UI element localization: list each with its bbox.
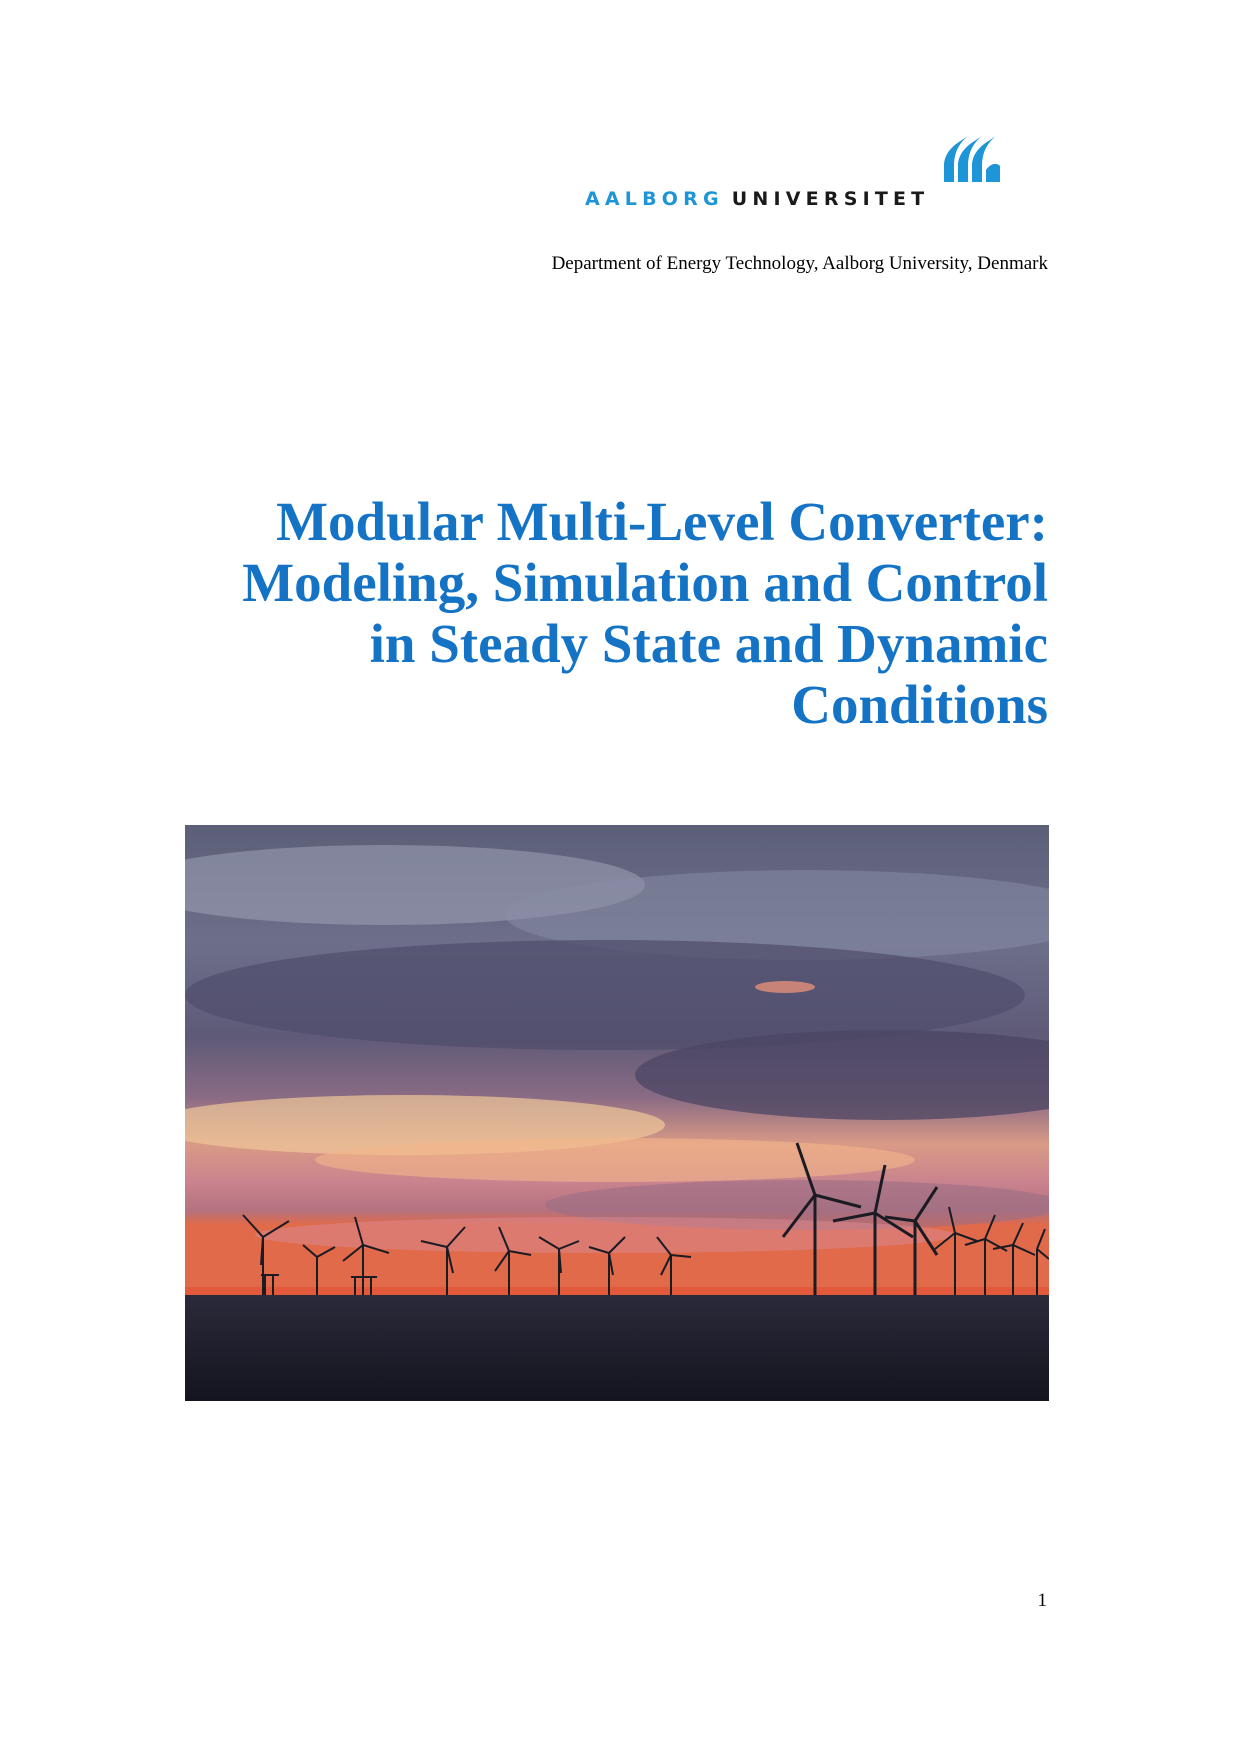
cover-photo bbox=[185, 825, 1049, 1401]
title-line-3: in Steady State and Dynamic bbox=[369, 613, 1048, 674]
logo-wordmark bbox=[585, 188, 929, 210]
logo-word-universitet: UNIVERSITET bbox=[731, 188, 930, 210]
logo-word-aalborg: AALBORG bbox=[585, 188, 724, 210]
page-number: 1 bbox=[1037, 1590, 1047, 1611]
title-line-4: Conditions bbox=[791, 674, 1048, 735]
title-line-1: Modular Multi-Level Converter: bbox=[276, 491, 1048, 552]
department-line: Department of Energy Technology, Aalborg University, Denmark bbox=[551, 253, 1048, 274]
title-line-2: Modeling, Simulation and Control bbox=[242, 552, 1048, 613]
university-logo bbox=[585, 136, 1050, 216]
aalborg-wave-logo-icon bbox=[585, 136, 1050, 186]
document-title bbox=[148, 491, 1048, 735]
wind-farm-sunset-image bbox=[185, 825, 1049, 1401]
